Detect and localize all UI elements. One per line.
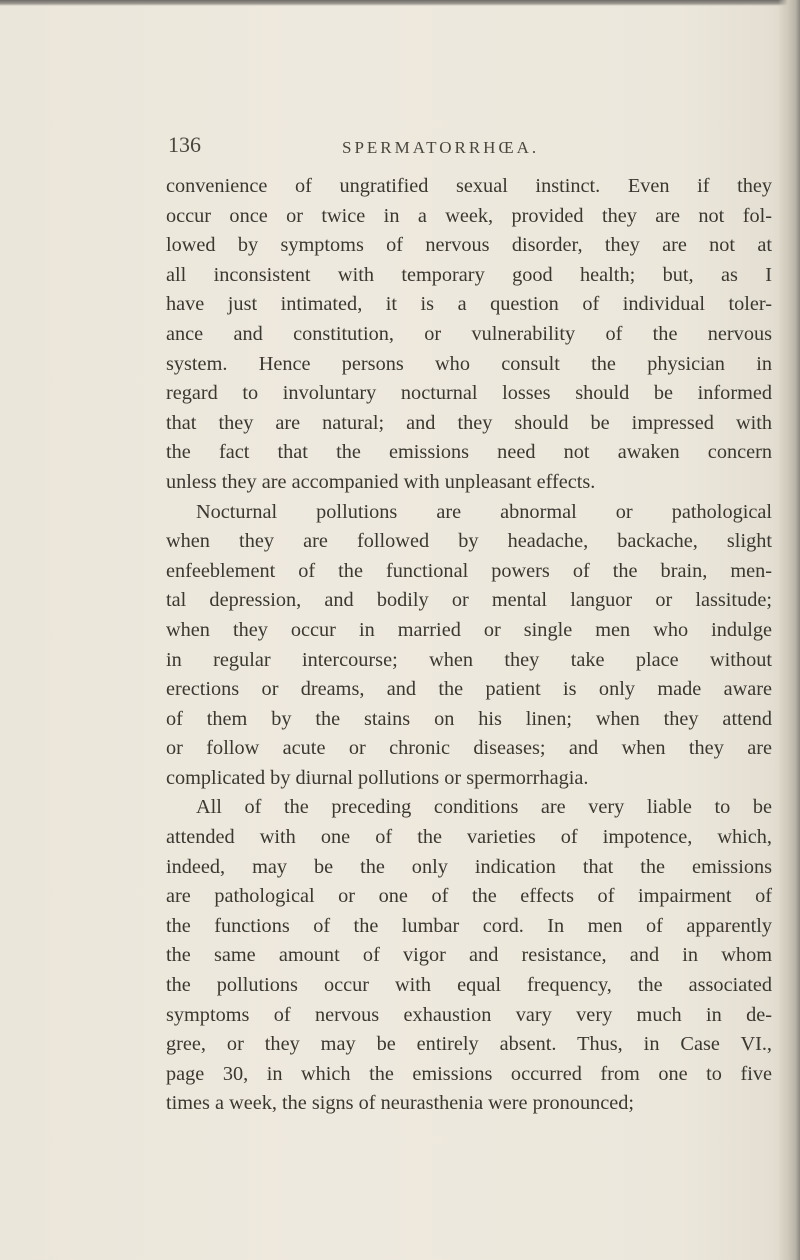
page-binding-edge: [778, 0, 800, 1260]
page-number: 136: [168, 132, 201, 157]
text-line: all inconsistent with temporary good health; but, as I: [166, 263, 772, 286]
text-line: the functions of the lumbar cord. In men of apparently: [166, 914, 772, 937]
text-line: All of the preceding conditions are very liable to be: [196, 796, 772, 819]
text-line: of them by the stains on his linen; when they attend: [166, 707, 772, 730]
text-line: page 30, in which the emissions occurred from one to five: [166, 1062, 772, 1085]
text-line: regard to involuntary nocturnal losses should be informed: [166, 382, 772, 405]
text-line: have just intimated, it is a question of individual toler-: [166, 293, 772, 316]
text-line: times a week, the signs of neurasthenia were pronounced;: [166, 1092, 635, 1115]
running-head: [168, 132, 772, 172]
text-line: convenience of ungratified sexual instinct. Even if they: [166, 175, 772, 197]
text-line: are pathological or one of the effects of impairment of: [166, 885, 772, 908]
text-line: enfeeblement of the functional powers of the brain, men-: [166, 559, 772, 582]
running-title: SPERMATORRHŒA.: [342, 138, 540, 157]
text-line: the pollutions occur with equal frequency, the associated: [166, 974, 772, 997]
text-line: tal depression, and bodily or mental languor or lassitude;: [166, 589, 772, 612]
text-line: or follow acute or chronic diseases; and when they are: [166, 737, 772, 760]
text-line: indeed, may be the only indication that the emissions: [166, 855, 772, 878]
text-line: when they occur in married or single men who indulge: [166, 618, 772, 641]
text-line: in regular intercourse; when they take place without: [166, 648, 772, 671]
text-line: system. Hence persons who consult the physician in: [166, 352, 772, 375]
text-line: Nocturnal pollutions are abnormal or pathological: [196, 500, 772, 523]
text-line: ance and constitution, or vulnerability of the nervous: [166, 322, 772, 345]
page-top-edge: [0, 0, 800, 6]
text-line: complicated by diurnal pollutions or spermorrhagia.: [166, 766, 589, 789]
text-line: symptoms of nervous exhaustion vary very much in de-: [166, 1003, 772, 1026]
text-line: unless they are accompanied with unpleasant effects.: [166, 470, 596, 493]
body-text: [166, 172, 772, 1119]
text-line: erections or dreams, and the patient is only made aware: [166, 678, 772, 701]
text-line: when they are followed by headache, backache, slight: [166, 530, 772, 553]
text-line: gree, or they may be entirely absent. Thus, in Case VI.,: [166, 1033, 772, 1056]
text-line: lowed by symptoms of nervous disorder, they are not at: [166, 234, 772, 257]
text-line: attended with one of the varieties of impotence, which,: [166, 826, 772, 849]
text-line: that they are natural; and they should be impressed with: [166, 411, 772, 434]
text-line: the same amount of vigor and resistance, and in whom: [166, 944, 772, 967]
text-line: the fact that the emissions need not awaken concern: [166, 441, 772, 464]
text-line: occur once or twice in a week, provided they are not fol-: [166, 204, 772, 227]
